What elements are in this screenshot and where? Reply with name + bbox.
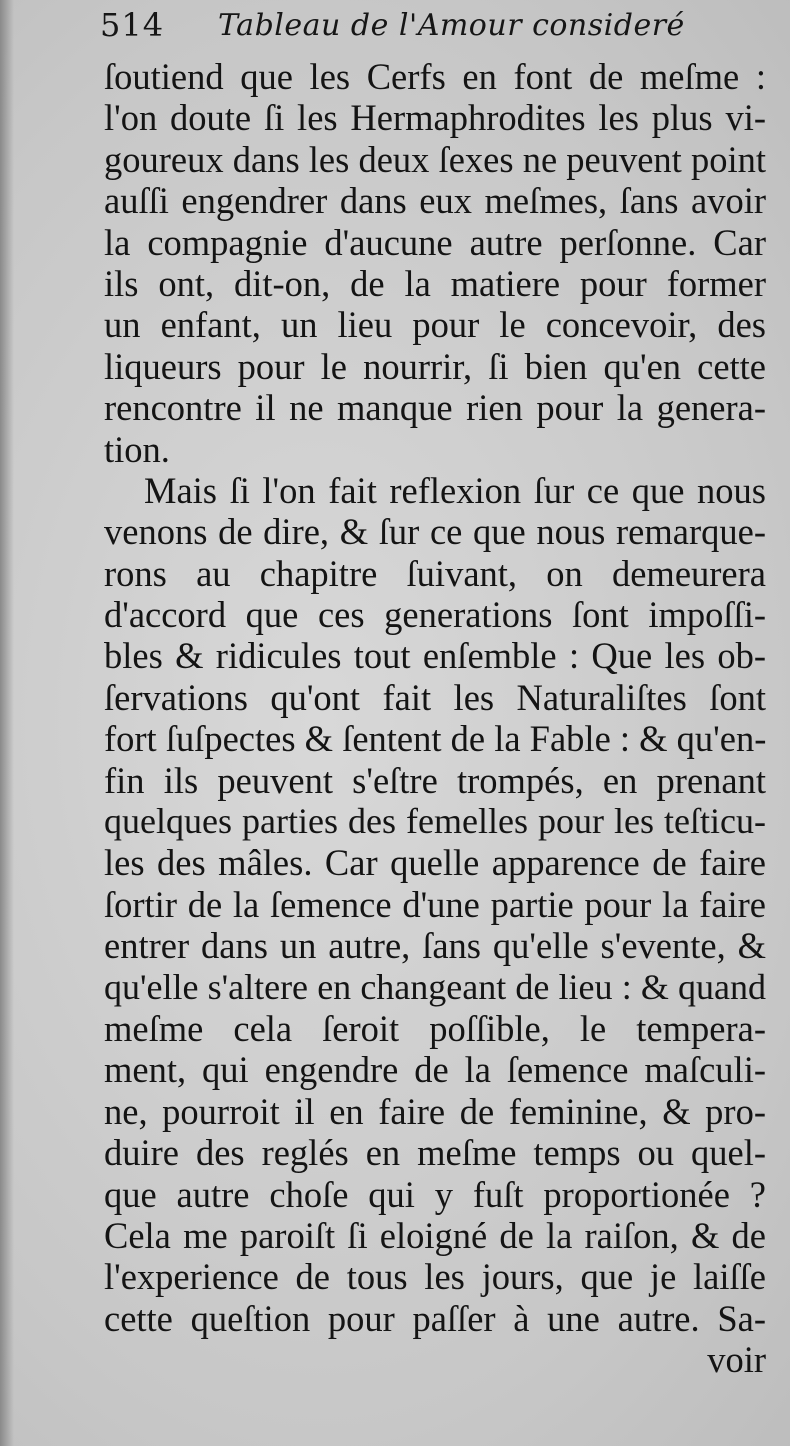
- text-line: goureux dans les deux ſexes ne peuvent point: [104, 138, 766, 180]
- text-line: ſervations qu'ont fait les Naturaliſtes ſont: [104, 676, 766, 718]
- text-line: entrer dans un autre, ſans qu'elle s'evente, &: [104, 925, 766, 967]
- binding-shadow: [0, 0, 14, 1446]
- text-line: duire des reglés en meſme temps ou quel-: [104, 1132, 766, 1174]
- text-line: voir: [707, 1339, 766, 1381]
- text-line: Mais ſi l'on fait reflexion ſur ce que nous: [144, 469, 766, 511]
- text-line: l'on doute ſi les Hermaphrodites les plus vi-: [104, 97, 766, 139]
- text-line: quelques parties des femelles pour les teſticu-: [104, 801, 766, 842]
- text-line: qu'elle s'altere en changeant de lieu : & quand: [104, 966, 766, 1007]
- text-line: fort ſuſpectes & ſentent de la Fable : & qu'en-: [104, 718, 767, 760]
- text-line: venons de dire, & ſur ce que nous remarque-: [104, 511, 766, 553]
- page-header: [100, 6, 780, 50]
- text-line: meſme cela ſeroit poſſible, le tempera-: [104, 1007, 766, 1049]
- text-line: ment, qui engendre de la ſemence maſculi-: [104, 1049, 766, 1091]
- text-line: un enfant, un lieu pour le concevoir, des: [104, 304, 766, 346]
- page-number: 514: [100, 6, 165, 44]
- text-line: cette queſtion pour paſſer à une autre. Sa-: [104, 1297, 766, 1339]
- text-line: tion.: [104, 428, 170, 470]
- text-line: ſortir de la ſemence d'une partie pour la faire: [104, 883, 766, 925]
- text-line: l'experience de tous les jours, que je laiſſe: [104, 1256, 766, 1298]
- text-line: ils ont, dit-on, de la matiere pour former: [104, 262, 766, 304]
- text-line: rons au chapitre ſuivant, on demeurera: [104, 552, 766, 594]
- text-line: auſſi engendrer dans eux meſmes, ſans avoir: [104, 180, 766, 222]
- text-line: Cela me paroiſt ſi eloigné de la raiſon, & de: [104, 1214, 766, 1256]
- text-line: la compagnie d'aucune autre perſonne. Car: [104, 221, 766, 263]
- text-line: que autre choſe qui y fuſt proportionée ?: [104, 1173, 766, 1215]
- text-line: ne, pourroit il en faire de feminine, & pro-: [104, 1090, 766, 1132]
- text-line: bles & ridicules tout enſemble : Que les ob-: [104, 635, 766, 677]
- text-line: ſoutiend que les Cerfs en font de meſme :: [104, 56, 766, 97]
- text-line: d'accord que ces generations ſont impoſſi-: [104, 594, 766, 636]
- text-line: fin ils peuvent s'eſtre trompés, en prenant: [104, 759, 766, 801]
- page-edge: [790, 0, 800, 1446]
- running-title: Tableau de l'Amour consideré: [218, 8, 685, 43]
- text-line: les des mâles. Car quelle apparence de faire: [104, 842, 766, 884]
- body-text: [104, 56, 766, 1381]
- text-line: rencontre il ne manque rien pour la genera-: [104, 387, 766, 429]
- text-line: liqueurs pour le nourrir, ſi bien qu'en cette: [104, 345, 766, 387]
